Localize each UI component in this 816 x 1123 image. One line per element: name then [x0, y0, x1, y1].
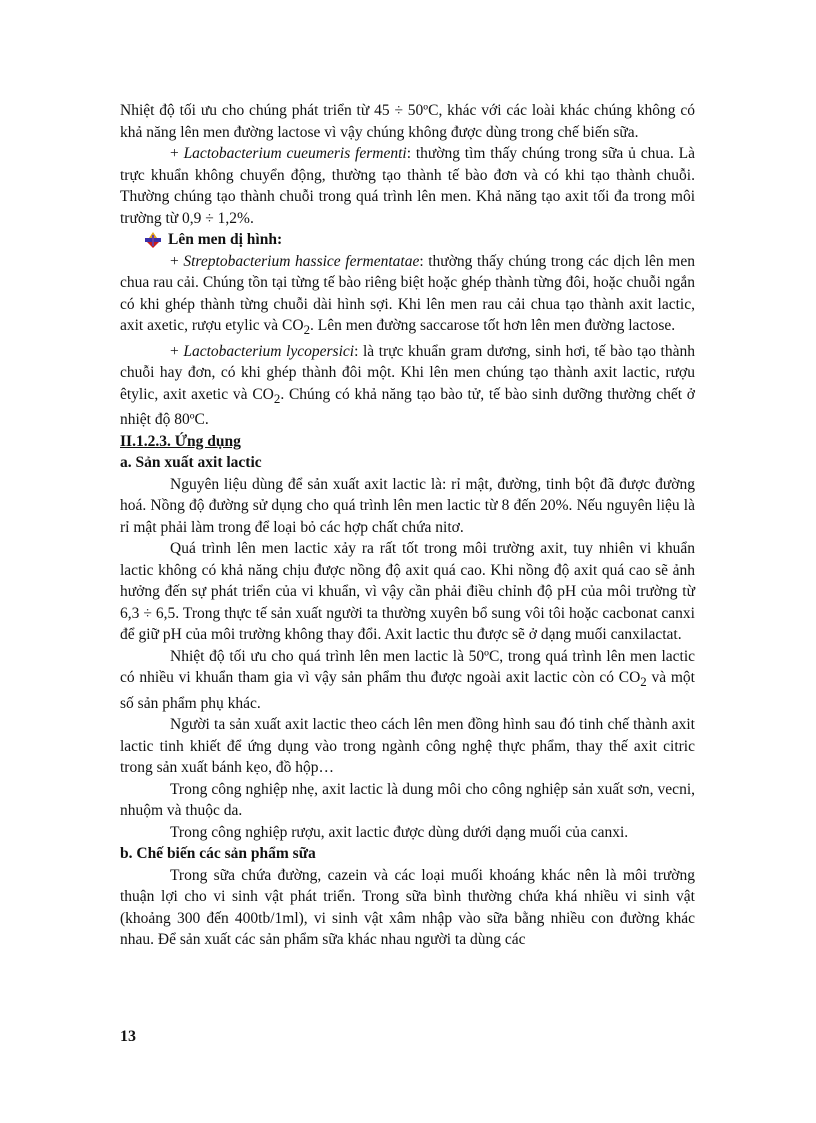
species-name: Lactobacterium lycopersici: [183, 342, 355, 360]
subscript-2: 2: [303, 322, 311, 338]
section-heading-applications: II.1.2.3. Ứng dụng: [120, 432, 241, 450]
page-number: 13: [120, 1028, 136, 1045]
subheading-dairy-processing: b. Chế biến các sản phẩm sữa: [120, 845, 316, 863]
paragraph-streptobacterium: + Streptobacterium hassice fermentatae: thường thấy chúng trong các dịch lên men chua rau cải. Chúng tồn tại từng tế bào riêng biệt hoặc ghép thành từng đôi, hoặc chuỗi ngắn có khi ghép thành từng chuỗi dài hình sợi. Khi lên men rau cải chua tạo thành axit lactic, axit axetic, rượu etylic và $CO_2$. Lên men đường saccarose tốt hơn lên men đường lactose.: [120, 252, 695, 338]
document-body: [120, 100, 695, 951]
paragraph-fermentation-process: Quá trình lên men lactic xảy ra rất tốt trong môi trường axit, tuy nhiên vi khuẩn lactic không có khả năng chịu được nồng độ axit quá cao. Khi nồng độ axit quá cao sẽ ảnh hưởng đến sự phát triển của vi khuẩn, vì vậy cần phải điều chỉnh độ pH của môi trường từ 6,3 ÷ 6,5. Trong thực tế sản xuất người ta thường xuyên bổ sung vôi tôi hoặc cacbonat canxi để giữ pH của môi trường không thay đổi. Axit lactic thu được sẽ ở dạng muối canxilactat.: [120, 540, 695, 644]
paragraph-raw-materials: Nguyên liệu dùng để sản xuất axit lactic là: rỉ mật, đường, tinh bột đã được đường hoá. Nồng độ đường sử dụng cho quá trình lên men lactic từ 8 đến 20%. Nếu nguyên liệu là rỉ mật phải làm trong để loại bỏ các hợp chất chứa nitơ.: [120, 475, 695, 536]
heading-heterofermentation: [120, 229, 695, 251]
subscript-2: 2: [273, 390, 281, 406]
subscript-2: 2: [640, 674, 647, 690]
paragraph-liquor-industry: Trong công nghiệp rượu, axit lactic được dùng dưới dạng muối của canxi.: [170, 823, 629, 841]
paragraph-light-industry: Trong công nghiệp nhẹ, axit lactic là dung môi cho công nghiệp sản xuất sơn, vecni, nhuộm và thuộc da.: [120, 780, 695, 820]
paragraph-milk-composition: Trong sữa chứa đường, cazein và các loại muối khoáng khác nên là môi trường thuận lợi cho vi sinh vật phát triển. Trong sữa bình thường chứa khá nhiều vi sinh vật (khoảng 300 đến 400tb/1ml), vi sinh vật xâm nhập vào sữa bằng nhiều con đường khác nhau. Để sản xuất các sản phẩm sữa khác nhau người ta dùng các: [120, 866, 695, 949]
heading-text: Lên men dị hình:: [168, 231, 283, 248]
subheading-lactic-acid-production: a. Sản xuất axit lactic: [120, 454, 262, 472]
paragraph-homofermentation: Người ta sản xuất axit lactic theo cách lên men đồng hình sau đó tinh chế thành axit lactic tinh khiết để ứng dụng vào trong ngành công nghệ thực phẩm, thay thế axit citric trong sản xuất bánh kẹo, đồ hộp…: [120, 716, 695, 777]
species-name: Lactobacterium cueumeris fermenti: [183, 145, 407, 162]
paragraph-lactobacterium-cueumeris: [120, 143, 695, 229]
species-name: Streptobacterium hassice fermentatae: [183, 252, 420, 270]
bullet-plus: +: [170, 145, 184, 162]
paragraph-text: : thường tìm thấy chúng trong sữa ủ chua. Là trực khuẩn không chuyển động, thường tạo thành tế bào đơn và có khi tạo thành chuỗi. Thường chúng tạo thành chuỗi trong quá trình lên men. Khả năng tạo axit tối đa trong môi trường từ 0,9 ÷ 1,2%.: [120, 145, 695, 227]
bullet-arrow-icon: [144, 232, 162, 248]
paragraph-optimal-temperature: Nhiệt độ tối ưu cho chúng phát triển từ 45 ÷ 50ºC, khác với các loài khác chúng không có khả năng lên men đường lactose vì vậy chúng không được dùng trong chế biến sữa.: [120, 102, 695, 141]
paragraph-lactobacterium-lycopersici: + Lactobacterium lycopersici: là trực khuẩn gram dương, sinh hơi, tế bào tạo thành chuỗi hay đơn, có khi ghép thành đôi một. Khi lên men chúng tạo thành axit lactic, rượu êtylic, axit axetic và $CO_2$. Chúng có khả năng tạo bào tử, tế bào sinh dưỡng thường chết ở nhiệt độ 80ºC.: [120, 342, 695, 429]
paragraph-temperature-50: Nhiệt độ tối ưu cho quá trình lên men lactic là 50ºC, trong quá trình lên men lactic có nhiều vi khuẩn tham gia vì vậy sản phẩm thu được ngoài axit lactic còn có $CO_2$ và một số sản phẩm phụ khác.: [120, 647, 695, 712]
